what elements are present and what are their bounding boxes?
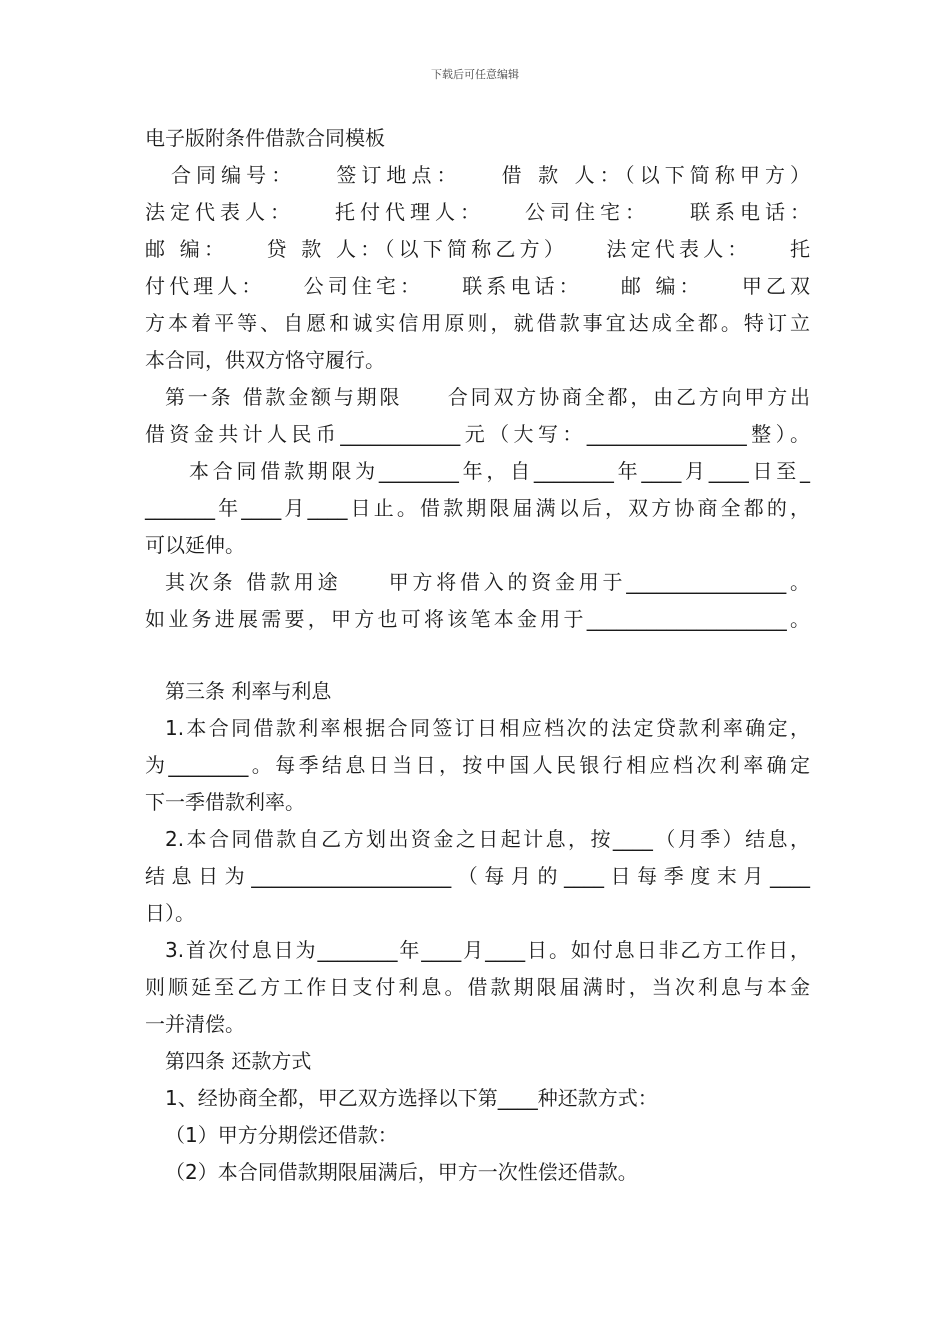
contract-line: 1、经协商全都，甲乙双方选择以下第____种还款方式： [165, 1086, 658, 1110]
article-2-heading-line: 其次条 借款用途 甲方将借入的资金用于________________。 [165, 570, 810, 594]
article-4-heading: 第四条 还款方式 [165, 1049, 312, 1073]
contract-line: 本合同借款期限为________年，自________年____月____日至_ [189, 459, 810, 483]
page-header: 下载后可任意编辑 [431, 68, 519, 81]
contract-line: （2）本合同借款期限届满后，甲方一次性偿还借款。 [165, 1160, 638, 1184]
contract-line: 为________。每季结息日当日，按中国人民银行相应档次利率确定 [145, 753, 810, 777]
contract-line: 付代理人： 公司住宅： 联系电话： 邮 编： 甲乙双 [145, 274, 810, 298]
contract-line: （1）甲方分期偿还借款： [165, 1123, 398, 1147]
contract-line: 方本着平等、自愿和诚实信用原则，就借款事宜达成全都。特订立 [145, 311, 810, 335]
contract-line: 借资金共计人民币____________元（大写：________________整）。 [145, 422, 810, 446]
contract-line: 则顺延至乙方工作日支付利息。借款期限届满时，当次利息与本金 [145, 975, 810, 999]
document-title: 电子版附条件借款合同模板 [145, 126, 385, 150]
article-3-heading: 第三条 利率与利息 [165, 679, 332, 703]
contract-line: 结息日为____________________（每月的____日每季度末月____ [145, 864, 810, 888]
contract-line: 本合同，供双方恪守履行。 [145, 348, 385, 372]
contract-line: 2.本合同借款自乙方划出资金之日起计息，按____（月季）结息， [165, 827, 810, 851]
contract-line: 日）。 [145, 901, 195, 925]
contract-line: 法定代表人： 托付代理人： 公司住宅： 联系电话： [145, 200, 810, 224]
blank-line [145, 638, 810, 673]
article-1-heading-line: 第一条 借款金额与期限 合同双方协商全都，由乙方向甲方出 [165, 385, 810, 409]
contract-line: 合同编号： 签订地点： 借 款 人：（以下简称甲方） [171, 163, 810, 187]
contract-line: _______年____月____日止。借款期限届满以后，双方协商全都的， [145, 496, 810, 520]
contract-line: 3.首次付息日为________年____月____日。如付息日非乙方工作日， [165, 938, 810, 962]
contract-line: 1.本合同借款利率根据合同签订日相应档次的法定贷款利率确定， [165, 716, 810, 740]
contract-line: 一并清偿。 [145, 1012, 245, 1036]
contract-line: 邮 编： 贷 款 人：（以下简称乙方） 法定代表人： 托 [145, 237, 810, 261]
contract-document [145, 120, 810, 1191]
contract-line: 可以延伸。 [145, 533, 245, 557]
contract-line: 如业务进展需要，甲方也可将该笔本金用于____________________。 [145, 607, 810, 631]
contract-line: 下一季借款利率。 [145, 790, 305, 814]
